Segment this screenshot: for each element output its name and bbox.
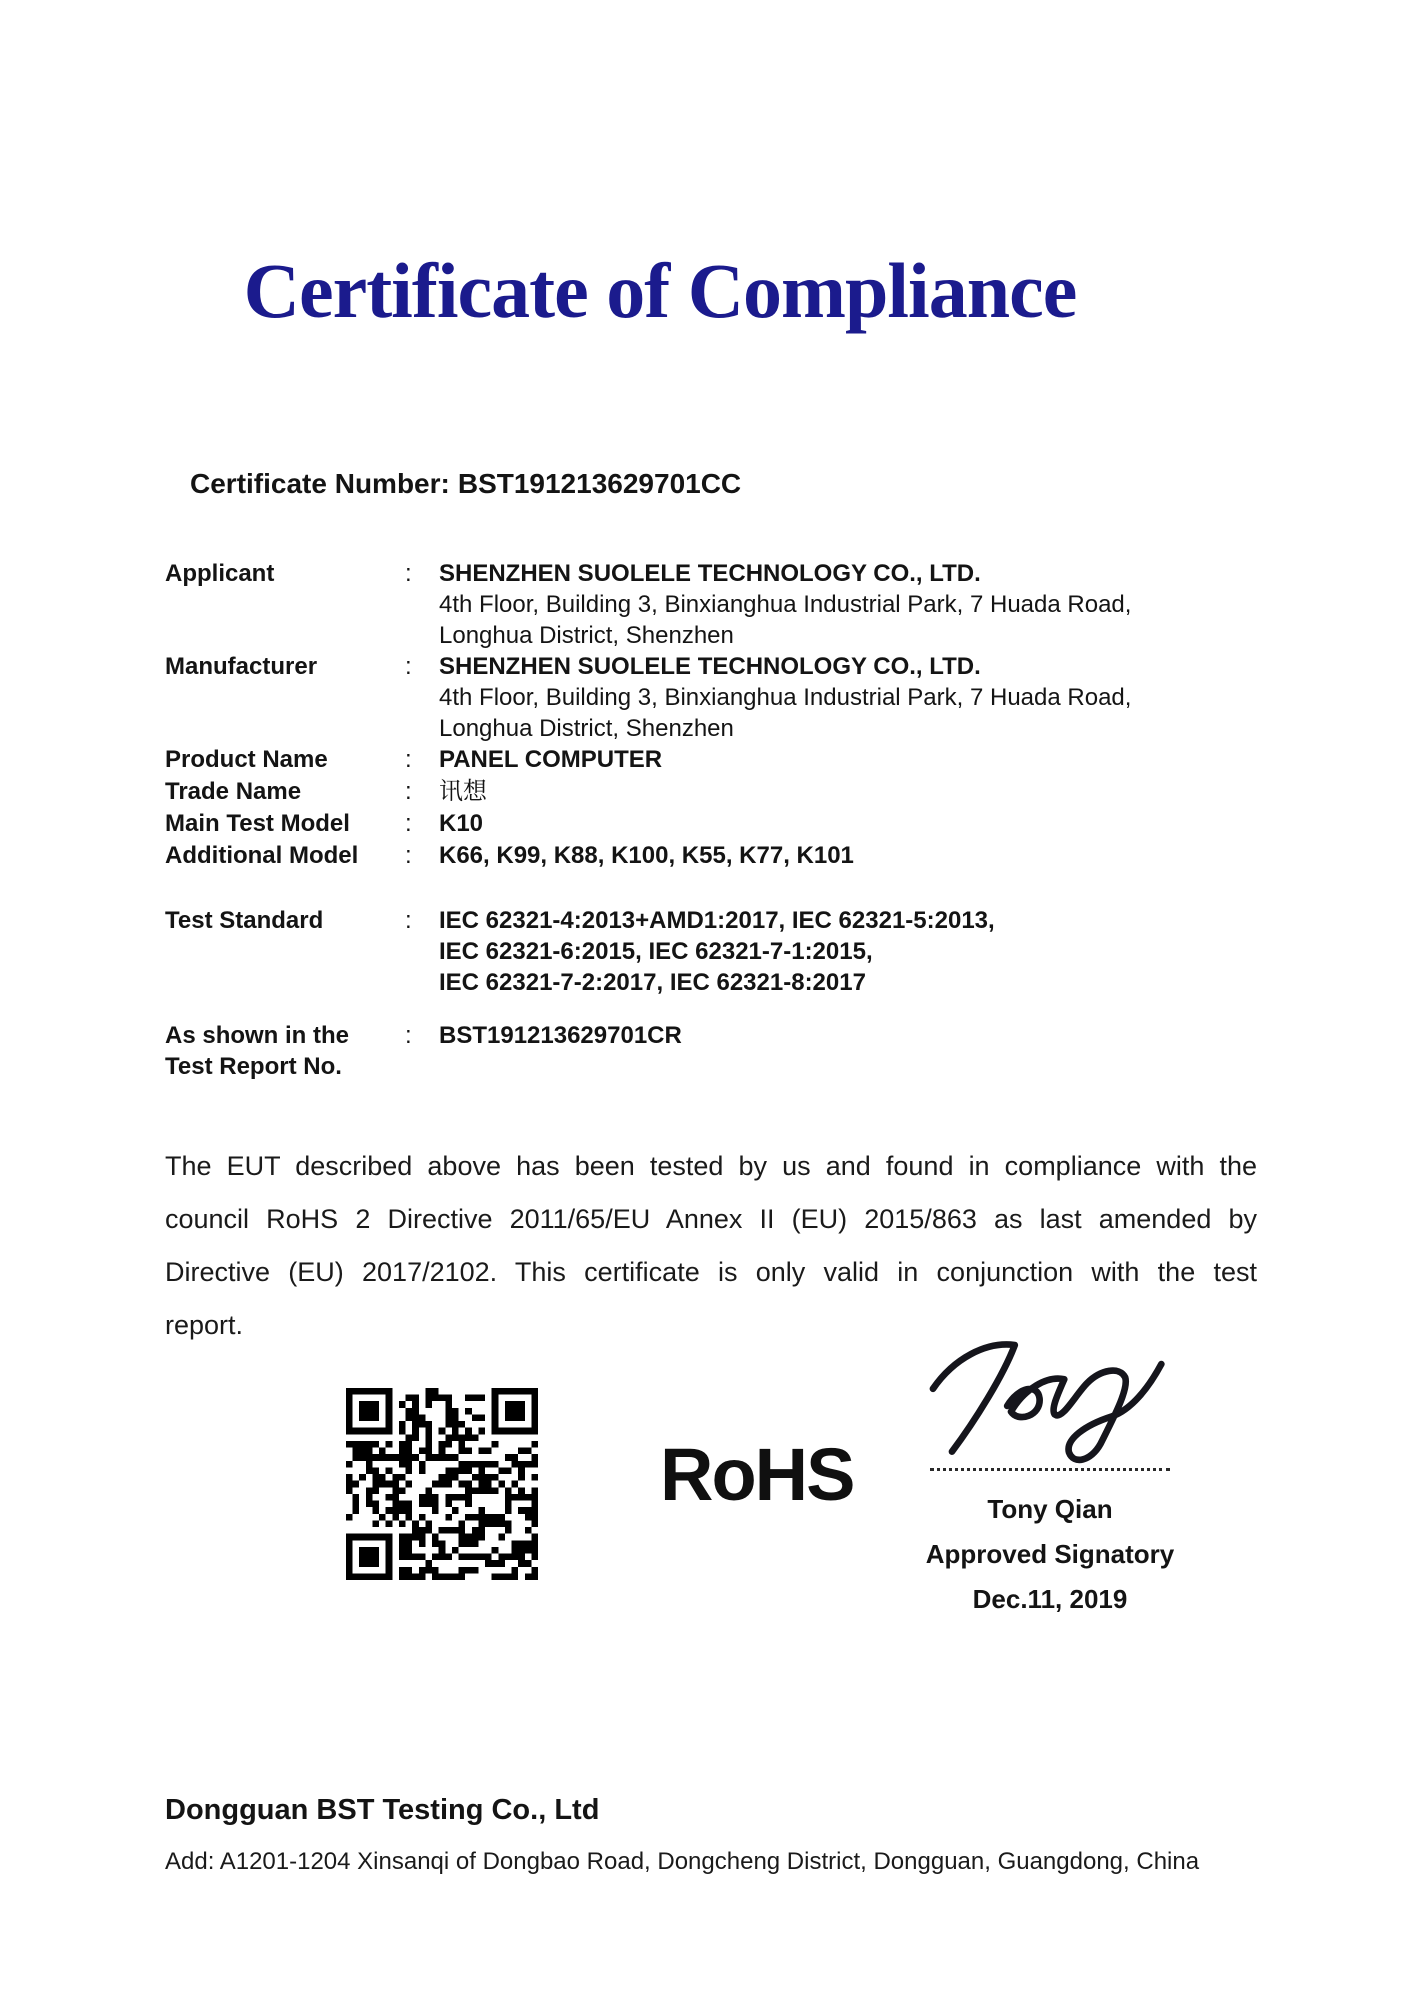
signature-date: Dec.11, 2019 [972,1584,1128,1614]
field-row-trade-name [165,776,1260,808]
test-standard-line2: IEC 62321-6:2015, IEC 62321-7-1:2015, [439,938,873,965]
product-name-label: Product Name [165,746,328,773]
applicant-address-line2: Longhua District, Shenzhen [439,622,734,649]
manufacturer-value [439,651,1260,744]
statement-line1: The EUT described above has been tested by us and found in compliance with the [165,1151,1257,1181]
signature-dotted-line [930,1468,1170,1471]
trade-name-value: 讯想 [439,778,487,805]
field-row-test-standard [165,905,1260,998]
certificate-number-label: Certificate Number: [190,468,450,499]
compliance-statement [165,1140,1257,1352]
field-table [165,558,1260,1082]
signatory-name: Tony Qian [987,1494,1113,1524]
field-row-test-report [165,1020,1260,1082]
issuer-address: Add: A1201-1204 Xinsanqi of Dongbao Road, Dongcheng District, Dongguan, Guangdong, China [165,1848,1200,1875]
colon: : [405,746,412,773]
product-name-value: PANEL COMPUTER [439,746,663,773]
colon: : [405,560,412,587]
qr-code [346,1388,538,1580]
statement-line3: Directive (EU) 2017/2102. This certificate is only valid in conjunction with the test [165,1257,1257,1287]
statement-line4: report. [165,1310,244,1340]
statement-line2: council RoHS 2 Directive 2011/65/EU Annex II (EU) 2015/863 as last amended by [165,1204,1257,1234]
signature-handwriting-icon [905,1326,1195,1464]
colon: : [405,810,412,837]
test-standard-value [439,905,1260,998]
signatory-role: Approved Signatory [925,1539,1175,1569]
applicant-value [439,558,1260,651]
test-report-label-line1: As shown in the [165,1022,350,1049]
test-report-label [165,1020,405,1082]
page-title: Certificate of Compliance [243,247,1077,334]
rohs-logo: RoHS [660,1433,854,1516]
issuer-company: Dongguan BST Testing Co., Ltd [165,1794,600,1826]
manufacturer-address-line1: 4th Floor, Building 3, Binxianghua Industrial Park, 7 Huada Road, [439,684,1132,711]
trade-name-label: Trade Name [165,778,302,805]
test-standard-label: Test Standard [165,907,324,934]
applicant-address-line1: 4th Floor, Building 3, Binxianghua Industrial Park, 7 Huada Road, [439,591,1132,618]
colon: : [405,778,412,805]
applicant-company: SHENZHEN SUOLELE TECHNOLOGY CO., LTD. [439,560,981,587]
colon: : [405,842,412,869]
applicant-label: Applicant [165,560,275,587]
additional-model-label: Additional Model [165,842,359,869]
manufacturer-label: Manufacturer [165,653,318,680]
certificate-number [190,468,749,500]
manufacturer-address-line2: Longhua District, Shenzhen [439,715,734,742]
manufacturer-company: SHENZHEN SUOLELE TECHNOLOGY CO., LTD. [439,653,981,680]
test-report-label-line2: Test Report No. [165,1053,342,1080]
test-report-value: BST191213629701CR [439,1022,682,1049]
certificate-number-value: BST191213629701CC [457,468,742,499]
additional-model-value: K66, K99, K88, K100, K55, K77, K101 [439,842,854,869]
field-row-manufacturer [165,651,1260,744]
main-test-model-value: K10 [439,810,484,837]
colon: : [405,907,412,934]
field-row-additional-model [165,840,1260,872]
field-row-product-name [165,744,1260,776]
field-row-applicant [165,558,1260,651]
signature-block [890,1326,1210,1622]
colon: : [405,1022,412,1049]
field-row-main-test-model [165,808,1260,840]
test-standard-line1: IEC 62321-4:2013+AMD1:2017, IEC 62321-5:2013, [439,907,995,934]
main-test-model-label: Main Test Model [165,810,350,837]
test-standard-line3: IEC 62321-7-2:2017, IEC 62321-8:2017 [439,969,866,996]
colon: : [405,653,412,680]
